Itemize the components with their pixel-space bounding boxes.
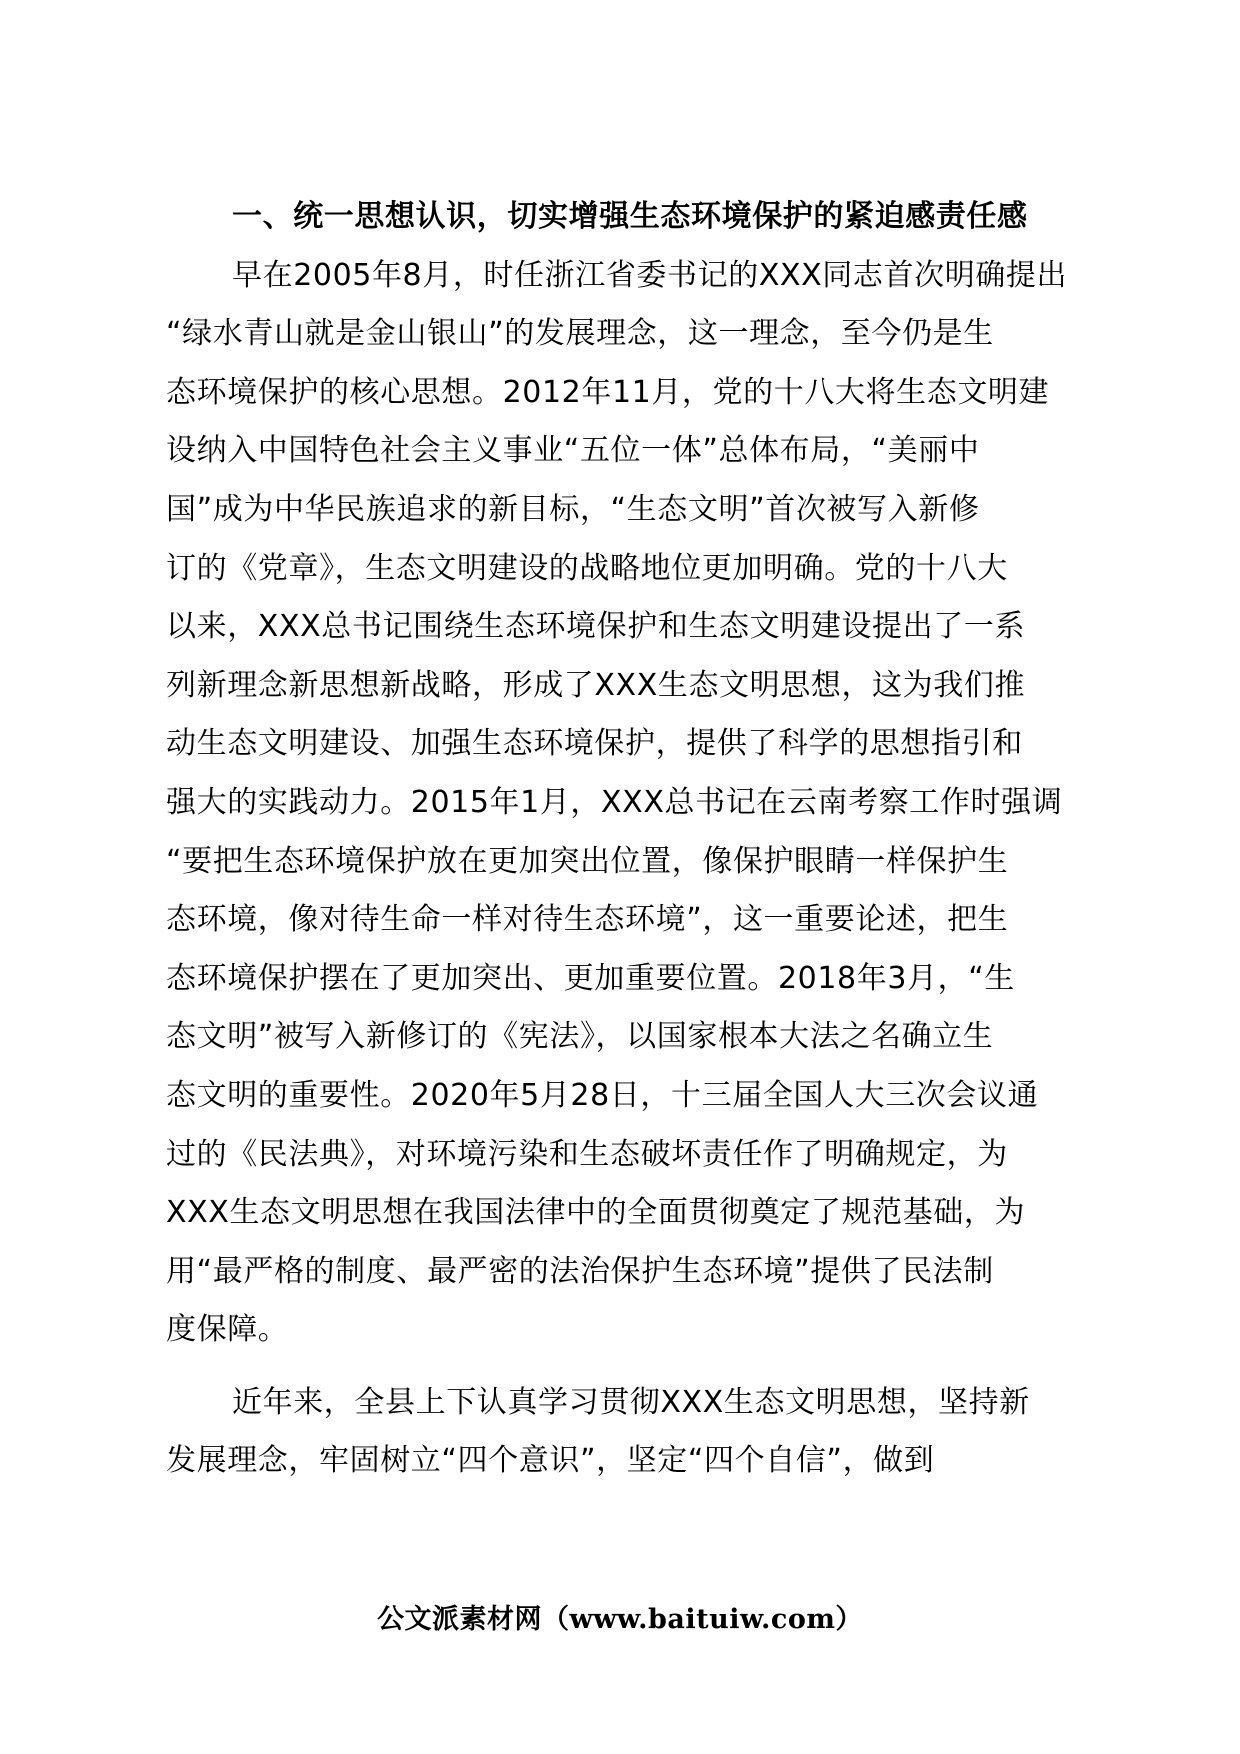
paragraph-line: 态文明”被写入新修订的《宪法》，以国家根本大法之名确立生 [166,1019,994,1055]
paragraph-2 [166,1374,1116,1491]
paragraph-line: “要把生态环境保护放在更加突出位置，像保护眼睛一样保护生 [166,843,1009,879]
paragraph-line: 列新理念新思想新战略，形成了XXX生态文明思想，这为我们推 [166,667,1026,703]
paragraph-spacing [166,1360,1116,1374]
paragraph-line: 过的《民法典》，对环境污染和生态破坏责任作了明确规定，为 [166,1136,1008,1172]
paragraph-line: 用“最严格的制度、最严密的法治保护生态环境”提供了民法制 [166,1253,994,1289]
section-heading: 一、统一思想认识，切实增强生态环境保护的紧迫感责任感 [232,199,1028,234]
paragraph-line: 发展理念，牢固树立“四个意识”，坚定“四个自信”，做到 [166,1443,935,1479]
paragraph-line: 态环境保护的核心思想。2012年11月，党的十八大将生态文明建 [166,374,1050,410]
document-body [166,188,1116,1491]
paragraph-line: 度保障。 [166,1312,289,1348]
paragraph-line: 早在2005年8月，时任浙江省委书记的XXX同志首次明确提出 [232,257,1068,293]
page-footer-watermark: 公文派素材网（www.baituiw.com） [377,1604,863,1635]
paragraph-line: XXX生态文明思想在我国法律中的全面贯彻奠定了规范基础，为 [166,1195,1026,1231]
paragraph-line: 态环境，像对待生命一样对待生态环境”，这一重要论述，把生 [166,902,1009,938]
paragraph-line: 以来，XXX总书记围绕生态环境保护和生态文明建设提出了一系 [166,609,1026,645]
paragraph-line: 态文明的重要性。2020年5月28日，十三届全国人大三次会议通 [166,1077,1039,1113]
paragraph-line: 动生态文明建设、加强生态环境保护，提供了科学的思想指引和 [166,726,1023,762]
paragraph-line: 设纳入中国特色社会主义事业“五位一体”总体布局，“美丽中 [166,433,980,469]
paragraph-line: 订的《党章》，生态文明建设的战略地位更加明确。党的十八大 [166,550,1008,586]
paragraph-line: “绿水青山就是金山银山”的发展理念，这一理念，至今仍是生 [166,316,994,352]
paragraph-line: 强大的实践动力。2015年1月，XXX总书记在云南考察工作时强调 [166,784,1063,820]
paragraph-1 [166,247,1116,1360]
paragraph-line: 国”成为中华民族追求的新目标，“生态文明”首次被写入新修 [166,491,980,527]
paragraph-line: 近年来，全县上下认真学习贯彻XXX生态文明思想，坚持新 [232,1384,1030,1420]
paragraph-line: 态环境保护摆在了更加突出、更加重要位置。2018年3月，“生 [166,960,1015,996]
